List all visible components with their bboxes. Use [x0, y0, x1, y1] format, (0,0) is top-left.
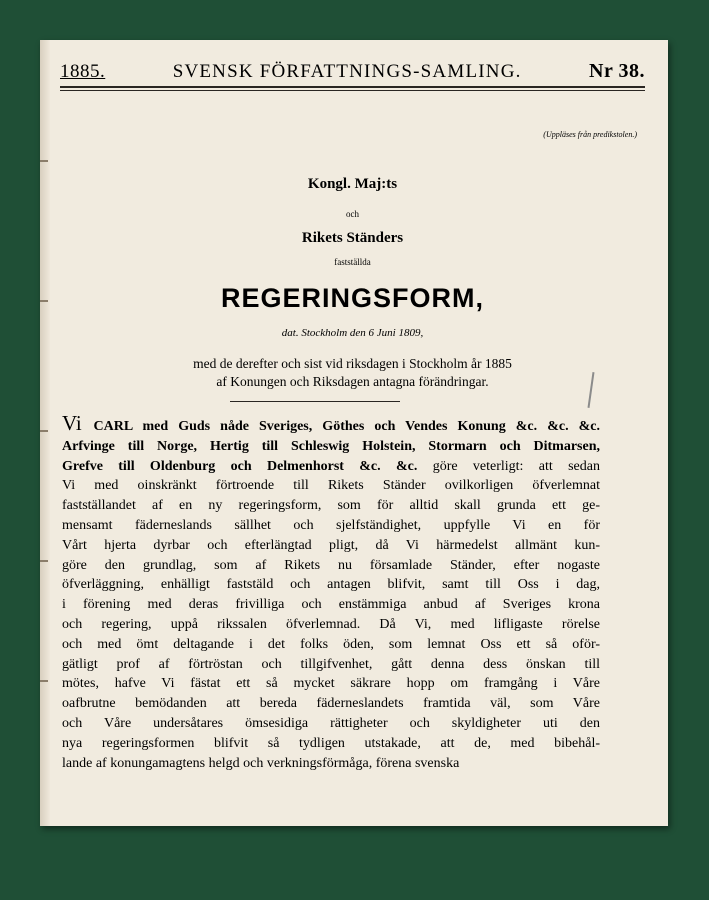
body-line [62, 516, 600, 536]
title-line-kongl: Kongl. Maj:ts [307, 176, 398, 192]
regular-text: nya regeringsformen blifvit så tydligen utstakade, att de, med bibehål- [62, 735, 600, 751]
regular-text: och regering, uppå rikssalen öfverlemnad. Då Vi, med lifligaste rörelse [62, 616, 600, 632]
header-number: Nr 38. [589, 60, 645, 82]
binding-stitch [40, 680, 48, 682]
amendment-text [60, 355, 645, 391]
regular-text: och Våre undersåtares ömsesidiga rättigheter och skyldigheter uti den [62, 715, 600, 731]
regular-text: göre den grundlag, som af Rikets nu församlade Ständer, efter nogaste [62, 557, 600, 573]
regular-text: i förening med deras frivilliga och enstämmiga anbud af Sveriges krona [62, 597, 600, 613]
binding-stitch [40, 560, 48, 562]
amendment-line: med de derefter och sist vid riksdagen i Stockholm år 1885 [193, 356, 512, 371]
regular-text: öfverläggning, enhälligt faststäld och antagen blifvit, samt till Oss i dag, [62, 577, 600, 593]
body-line [62, 496, 600, 516]
binding-stitch [40, 430, 48, 432]
title-line-faststallda: fastställda [334, 257, 371, 267]
reading-note: (Uppläses från predikstolen.) [543, 130, 637, 139]
regular-text: Vårt hjerta dyrbar och efterlängtad pligt, då Vi härmedelst allmänt kun- [62, 537, 600, 553]
body-line [62, 411, 600, 437]
header-rule-thin [60, 90, 645, 91]
bold-text: Grefve till Oldenburg och Delmenhorst &c. &c. [62, 458, 418, 474]
body-line [62, 595, 600, 615]
body-line [62, 536, 600, 556]
regular-text: fastställandet af en ny regeringsform, som för alltid skall grunda ett ge- [62, 498, 600, 514]
binding-edge [40, 40, 50, 826]
body-line [62, 694, 600, 714]
page-header [60, 60, 645, 84]
dated-line: dat. Stockholm den 6 Juni 1809, [281, 327, 424, 339]
body-line [62, 437, 600, 457]
amendment-line: af Konungen och Riksdagen antagna förändringar. [216, 374, 489, 389]
body-line [62, 457, 600, 477]
binding-stitch [40, 160, 48, 162]
body-line [62, 674, 600, 694]
bold-text: Arfvinge till Norge, Hertig till Schleswig Holstein, Stormarn och Ditmarsen, [62, 438, 600, 454]
body-line [62, 476, 600, 496]
body-text [62, 411, 600, 773]
regular-text: göre veterligt: att sedan [417, 458, 600, 474]
body-line [62, 734, 600, 754]
body-line [62, 754, 600, 774]
main-title: REGERINGSFORM, [220, 283, 484, 313]
regular-text: mensamt fäderneslands sällhet och sjelfständighet, uppfylle Vi en för [62, 517, 600, 533]
title-line-rikets: Rikets Ständers [301, 230, 404, 246]
regular-text: gätligt prof af förtröstan och tillgifvenhet, gått denna dess önskan till [62, 656, 600, 672]
regular-text: mötes, hafve Vi fästat ett så mycket säkrare hopp om framgång i Våre [62, 676, 600, 692]
body-line [62, 714, 600, 734]
body-line [62, 655, 600, 675]
body-line [62, 615, 600, 635]
header-year: 1885. [60, 61, 106, 82]
regular-text: oafbrutne bemödanden att bereda fäderneslandets framtida väl, som Våre [62, 696, 600, 712]
title-line-och: och [346, 209, 359, 219]
regular-text: och med ömt deltagande i det folks öden, som lemnat Oss ett så oför- [62, 636, 600, 652]
body-line [62, 556, 600, 576]
body-line [62, 635, 600, 655]
header-rule [60, 86, 645, 88]
regular-text: Vi med oinskränkt förtroende till Rikets Ständer ovilkorligen öfverlemnat [62, 478, 600, 494]
regular-text: lande af konungamagtens helgd och verkningsförmåga, förena svenska [62, 755, 460, 771]
binding-stitch [40, 300, 48, 302]
separator-rule [230, 401, 400, 402]
bold-text: CARL med Guds nåde Sveriges, Göthes och Vendes Konung &c. &c. &c. [93, 419, 600, 434]
initial-vi: Vi [62, 411, 94, 435]
body-line [62, 575, 600, 595]
header-title: SVENSK FÖRFATTNINGS-SAMLING. [172, 61, 522, 82]
